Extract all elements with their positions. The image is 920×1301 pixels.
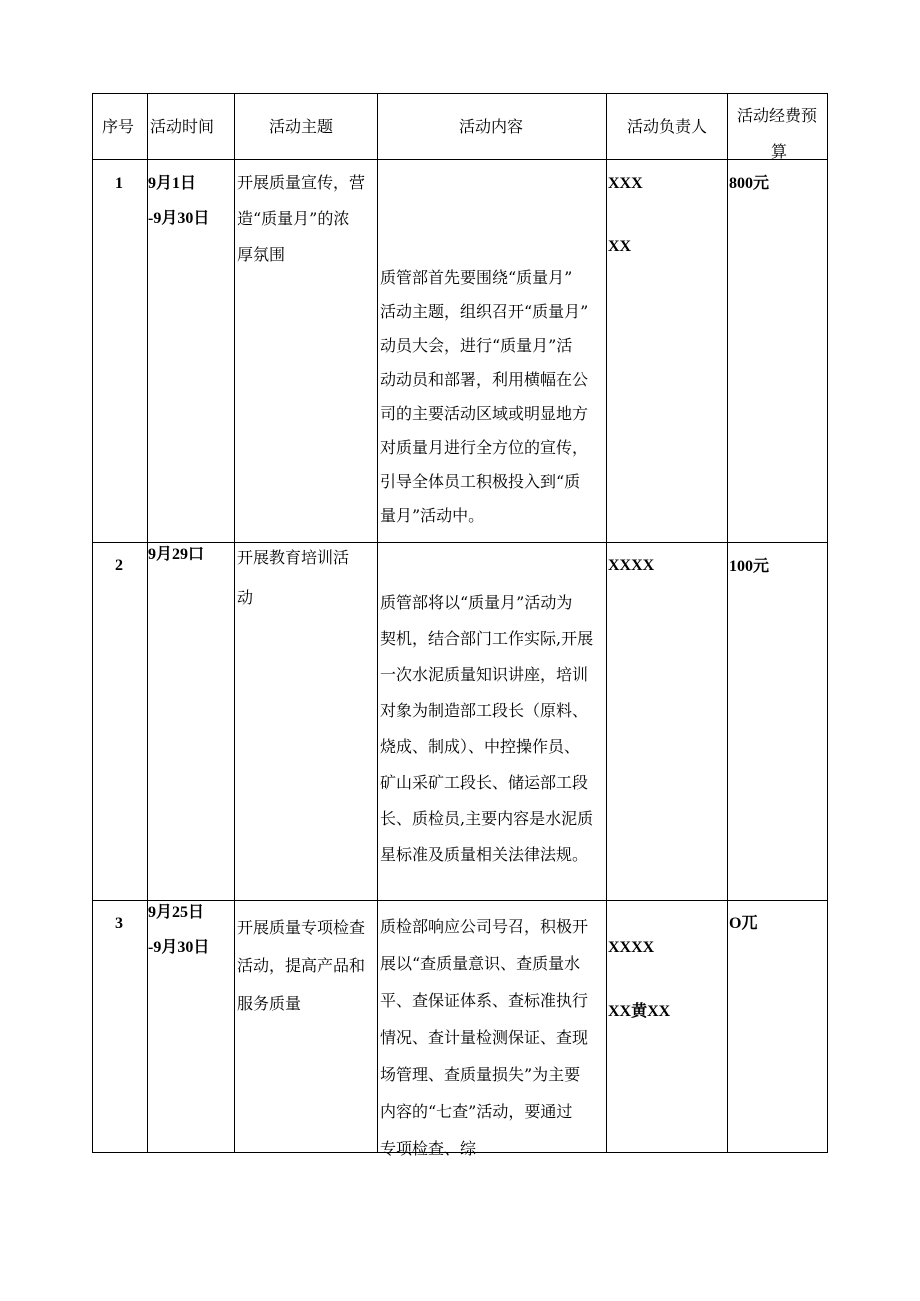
row-3-theme-line: 服务质量 [237, 994, 302, 1013]
row-1-theme-line: 开展质量宣传，营 [237, 173, 366, 192]
col-line-6 [827, 93, 828, 1153]
row-2-content-line: 质管部将以“质量月”活动为 [380, 593, 573, 612]
row-1-owner-line1: XXX [608, 175, 643, 192]
row-3-theme-line: 活动，提高产品和 [237, 956, 366, 975]
row-2-theme-line: 动 [237, 588, 254, 607]
col-line-4 [606, 93, 607, 1153]
row-2-content-line: 一次水泥质量知识讲座，培训 [380, 665, 589, 684]
row-3-time-line2: -9月30日 [148, 939, 210, 956]
row-3-owner-line2: XX黄XX [608, 1003, 671, 1020]
header-time: 活动时间 [150, 117, 215, 136]
row-2-budget: 100元 [729, 558, 770, 575]
row-2-seq: 2 [115, 557, 123, 574]
row-2-owner-line1: XXXX [608, 557, 655, 574]
row-1-time-line1: 9月1日 [148, 175, 197, 192]
row-1-owner-line2: XX [608, 238, 632, 255]
row-2-theme [237, 538, 349, 618]
row-2-bottom-line [92, 900, 828, 901]
row-3-theme-line: 开展质量专项检查 [237, 918, 366, 937]
col-line-3 [377, 93, 378, 1153]
row-1-content-line: 动动员和部署，利用横幅在公 [380, 370, 589, 389]
row-3-content-line: 展以“查质量意识、查质量水 [380, 954, 581, 973]
row-1-theme [237, 167, 365, 271]
header-owner: 活动负责人 [627, 117, 708, 136]
row-2-content-line: 长、质检员,主要内容是水泥质 [380, 809, 594, 828]
row-3-content-line: 专项检查、综 [380, 1139, 477, 1158]
row-2-content [380, 586, 593, 874]
row-1-content-line: 活动主题，组织召开“质量月” [380, 302, 589, 321]
header-theme: 活动主题 [269, 117, 334, 136]
row-3-content-line: 情况、查计量检测保证、查现 [380, 1028, 589, 1047]
row-3-content-line: 平、查保证体系、查标准执行 [380, 991, 589, 1010]
row-3-seq: 3 [115, 915, 123, 932]
col-line-2 [234, 93, 235, 1153]
row-3-owner-line1: XXXX [608, 939, 655, 956]
row-1-content-line: 对质量月进行全方位的宣传， [380, 438, 589, 457]
row-3-budget: O兀 [729, 915, 758, 932]
col-line-5 [727, 93, 728, 1153]
row-3-content-line: 质检部响应公司号召，积极开 [380, 917, 589, 936]
row-1-budget: 800元 [729, 175, 770, 192]
row-1-bottom-line [92, 542, 828, 543]
row-2-theme-line: 开展教育培训活 [237, 548, 350, 567]
row-2-content-line: 契机，结合部门工作实际,开展 [380, 629, 594, 648]
row-3-content-line: 内容的“七查”活动，要通过 [380, 1102, 573, 1121]
row-1-content-line: 司的主要活动区域或明显地方 [380, 404, 589, 423]
col-line-0 [92, 93, 93, 1153]
row-3-content-line: 场管理、查质量损失”为主要 [380, 1065, 581, 1084]
header-seq: 序号 [102, 117, 135, 136]
table-border-top [92, 93, 828, 94]
row-1-seq: 1 [115, 175, 123, 192]
row-1-content-line: 量月”活动中。 [380, 506, 485, 525]
col-line-1 [147, 93, 148, 1153]
row-2-content-line: 星标准及质量相关法律法规。 [380, 845, 589, 864]
header-content: 活动内容 [459, 117, 524, 136]
row-3-theme [237, 910, 365, 1024]
row-1-content-line: 动员大会，进行“质量月”活 [380, 336, 573, 355]
row-1-content-line: 引导全体员工积极投入到“质 [380, 472, 581, 491]
header-budget-line2: 算 [771, 142, 788, 161]
row-1-time-line2: -9月30日 [148, 210, 210, 227]
row-2-content-line: 烧成、制成）、中控操作员、 [380, 737, 581, 756]
row-3-content [380, 910, 588, 1169]
row-2-content-line: 矿山采矿工段长、储运部工段 [380, 773, 589, 792]
row-1-theme-line: 造“质量月”的浓 [237, 209, 350, 228]
row-1-theme-line: 厚氛围 [237, 245, 286, 264]
row-1-content-line: 质管部首先要围绕“质量月” [380, 268, 573, 287]
row-2-time-line1: 9月29口 [148, 546, 205, 563]
row-3-time-line1: 9月25日 [148, 904, 205, 921]
row-2-content-line: 对象为制造部工段长（原料、 [380, 701, 589, 720]
header-budget-line1: 活动经费预 [737, 106, 818, 125]
header-bottom-line [92, 159, 828, 160]
row-1-content [380, 261, 588, 533]
